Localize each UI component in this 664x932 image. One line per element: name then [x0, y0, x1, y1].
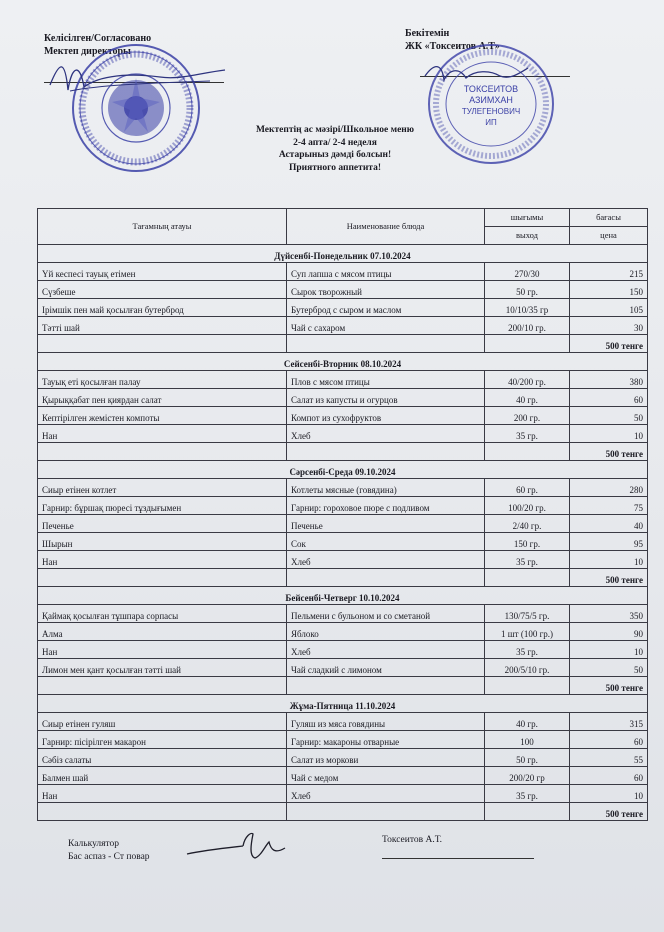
- table-row: [38, 623, 648, 641]
- total-empty-cell: [485, 803, 570, 821]
- table-row: [38, 749, 648, 767]
- footer-left: [68, 838, 150, 864]
- col-header-yield-ru: выход: [485, 227, 570, 245]
- dish-price: 60: [570, 731, 648, 749]
- dish-name-ru: Котлеты мясные (говядина): [287, 479, 485, 497]
- total-empty-cell: [287, 569, 485, 587]
- dish-name-kz: Сәбіз салаты: [38, 749, 287, 767]
- dish-yield: 130/75/5 гр.: [485, 605, 570, 623]
- col-header-price-kz: бағасы: [570, 209, 648, 227]
- dish-name-ru: Сок: [287, 533, 485, 551]
- table-row: [38, 605, 648, 623]
- table-row: [38, 533, 648, 551]
- day-title: Сәрсенбі-Среда 09.10.2024: [38, 461, 648, 479]
- title-line-2: 2-4 апта/ 2-4 неделя: [293, 137, 377, 148]
- dish-price: 280: [570, 479, 648, 497]
- dish-yield: 40 гр.: [485, 713, 570, 731]
- day-header-row: [38, 245, 648, 263]
- dish-name-ru: Гуляш из мяса говядины: [287, 713, 485, 731]
- dish-yield: 50 гр.: [485, 281, 570, 299]
- total-row: [38, 677, 648, 695]
- dish-name-ru: Хлеб: [287, 641, 485, 659]
- dish-yield: 35 гр.: [485, 641, 570, 659]
- total-empty-cell: [38, 803, 287, 821]
- table-row: [38, 389, 648, 407]
- total-empty-cell: [38, 677, 287, 695]
- dish-yield: 60 гр.: [485, 479, 570, 497]
- dish-yield: 1 шт (100 гр.): [485, 623, 570, 641]
- table-row: [38, 497, 648, 515]
- day-total: 500 тенге: [570, 443, 648, 461]
- total-row: [38, 803, 648, 821]
- day-header-row: [38, 695, 648, 713]
- dish-yield: 100/20 гр.: [485, 497, 570, 515]
- dish-yield: 40 гр.: [485, 389, 570, 407]
- dish-price: 50: [570, 407, 648, 425]
- dish-name-kz: Печенье: [38, 515, 287, 533]
- table-row: [38, 515, 648, 533]
- dish-name-kz: Тәтті шай: [38, 317, 287, 335]
- day-total: 500 тенге: [570, 803, 648, 821]
- title-line-1: Мектептің ас мәзірі/Школьное меню: [255, 125, 415, 135]
- dish-name-ru: Гарнир: гороховое пюре с подливом: [287, 497, 485, 515]
- dish-price: 215: [570, 263, 648, 281]
- day-total: 500 тенге: [570, 335, 648, 353]
- col-header-yield-kz: шығымы: [485, 209, 570, 227]
- table-row: [38, 731, 648, 749]
- entrepreneur-label: ЖК «Токсеитов А.Т»: [405, 41, 500, 52]
- table-row: [38, 659, 648, 677]
- table-row: [38, 281, 648, 299]
- menu-body: [38, 245, 648, 821]
- dish-price: 60: [570, 389, 648, 407]
- dish-name-ru: Яблоко: [287, 623, 485, 641]
- day-title: Жұма-Пятница 11.10.2024: [38, 695, 648, 713]
- svg-text:АЗИМХАН: АЗИМХАН: [469, 95, 513, 105]
- dish-name-kz: Алма: [38, 623, 287, 641]
- table-row: [38, 407, 648, 425]
- dish-name-ru: Бутерброд с сыром и маслом: [287, 299, 485, 317]
- day-header-row: [38, 461, 648, 479]
- col-header-kz: Тағамның атауы: [38, 209, 287, 245]
- title-line-3: Астарыныз дәмді болсын!: [278, 150, 392, 160]
- dish-name-kz: Тауық еті қосылған палау: [38, 371, 287, 389]
- dish-price: 150: [570, 281, 648, 299]
- agreed-label: Келісілген/Согласовано: [44, 33, 152, 44]
- dish-yield: 50 гр.: [485, 749, 570, 767]
- dish-name-ru: Суп лапша с мясом птицы: [287, 263, 485, 281]
- dish-name-kz: Нан: [38, 785, 287, 803]
- chef-signature: [185, 828, 295, 868]
- dish-name-ru: Сырок творожный: [287, 281, 485, 299]
- svg-text:ТУЛЕГЕНОВИЧ: ТУЛЕГЕНОВИЧ: [461, 107, 521, 116]
- table-row: [38, 641, 648, 659]
- director-signature: [40, 55, 230, 100]
- dish-yield: 10/10/35 гр: [485, 299, 570, 317]
- dish-yield: 270/30: [485, 263, 570, 281]
- table-row: [38, 317, 648, 335]
- table-row: [38, 371, 648, 389]
- dish-price: 40: [570, 515, 648, 533]
- dish-name-kz: Кептірілген жемістен компоты: [38, 407, 287, 425]
- dish-name-ru: Хлеб: [287, 785, 485, 803]
- dish-name-kz: Сиыр етінен гуляш: [38, 713, 287, 731]
- chef-label: Бас аспаз - Ст повар: [68, 852, 150, 862]
- dish-yield: 200/10 гр.: [485, 317, 570, 335]
- dish-name-kz: Гарнир: бұршақ пюресі тұздығымен: [38, 497, 287, 515]
- dish-name-kz: Қаймақ қосылған тұшпара сорпасы: [38, 605, 287, 623]
- dish-name-kz: Ірімшік пен май қосылған бутерброд: [38, 299, 287, 317]
- dish-yield: 200/20 гр: [485, 767, 570, 785]
- menu-table: [37, 208, 648, 821]
- table-row: [38, 713, 648, 731]
- total-empty-cell: [485, 569, 570, 587]
- dish-name-kz: Қырыққабат пен қиярдан салат: [38, 389, 287, 407]
- dish-name-ru: Чай сладкий с лимоном: [287, 659, 485, 677]
- table-row: [38, 425, 648, 443]
- table-row: [38, 263, 648, 281]
- dish-yield: 200/5/10 гр.: [485, 659, 570, 677]
- dish-yield: 35 гр.: [485, 551, 570, 569]
- dish-name-ru: Чай с сахаром: [287, 317, 485, 335]
- dish-name-ru: Салат из моркови: [287, 749, 485, 767]
- dish-name-kz: Гарнир: пісірілген макарон: [38, 731, 287, 749]
- dish-name-kz: Сиыр етінен котлет: [38, 479, 287, 497]
- dish-name-kz: Нан: [38, 425, 287, 443]
- total-empty-cell: [38, 443, 287, 461]
- total-empty-cell: [287, 335, 485, 353]
- title-line-4: Приятного аппетита!: [288, 162, 381, 173]
- dish-price: 55: [570, 749, 648, 767]
- day-header-row: [38, 353, 648, 371]
- day-title: Дүйсенбі-Понедельник 07.10.2024: [38, 245, 648, 263]
- day-total: 500 тенге: [570, 677, 648, 695]
- table-row: [38, 299, 648, 317]
- dish-price: 315: [570, 713, 648, 731]
- dish-price: 380: [570, 371, 648, 389]
- dish-price: 75: [570, 497, 648, 515]
- dish-yield: 200 гр.: [485, 407, 570, 425]
- dish-price: 50: [570, 659, 648, 677]
- table-row: [38, 551, 648, 569]
- dish-price: 350: [570, 605, 648, 623]
- svg-text:ИП: ИП: [485, 118, 497, 127]
- dish-name-ru: Компот из сухофруктов: [287, 407, 485, 425]
- footer-right-name: Токсеитов А.Т.: [382, 835, 442, 845]
- dish-yield: 2/40 гр.: [485, 515, 570, 533]
- dish-name-kz: Сүзбеше: [38, 281, 287, 299]
- dish-price: 10: [570, 551, 648, 569]
- total-empty-cell: [287, 803, 485, 821]
- col-header-price-ru: цена: [570, 227, 648, 245]
- day-header-row: [38, 587, 648, 605]
- dish-name-ru: Чай с медом: [287, 767, 485, 785]
- footer-signature-line: [382, 858, 534, 859]
- total-empty-cell: [485, 443, 570, 461]
- dish-name-kz: Нан: [38, 641, 287, 659]
- dish-name-ru: Плов с мясом птицы: [287, 371, 485, 389]
- dish-name-ru: Хлеб: [287, 425, 485, 443]
- dish-yield: 40/200 гр.: [485, 371, 570, 389]
- table-row: [38, 479, 648, 497]
- dish-name-kz: Балмен шай: [38, 767, 287, 785]
- dish-price: 10: [570, 641, 648, 659]
- total-row: [38, 443, 648, 461]
- dish-name-kz: Үй кеспесі тауық етімен: [38, 263, 287, 281]
- director-label: Мектеп директоры: [44, 46, 131, 57]
- total-empty-cell: [485, 677, 570, 695]
- dish-name-ru: Салат из капусты и огурцов: [287, 389, 485, 407]
- dish-name-ru: Пельмени с бульоном и со сметаной: [287, 605, 485, 623]
- dish-name-ru: Гарнир: макароны отварные: [287, 731, 485, 749]
- table-row: [38, 767, 648, 785]
- dish-price: 60: [570, 767, 648, 785]
- dish-name-kz: Лимон мен қант қосылған тәтті шай: [38, 659, 287, 677]
- dish-price: 90: [570, 623, 648, 641]
- dish-name-kz: Нан: [38, 551, 287, 569]
- table-header-row: [38, 209, 648, 227]
- dish-yield: 100: [485, 731, 570, 749]
- total-empty-cell: [287, 677, 485, 695]
- dish-price: 95: [570, 533, 648, 551]
- dish-price: 10: [570, 425, 648, 443]
- dish-name-ru: Печенье: [287, 515, 485, 533]
- day-title: Сейсенбі-Вторник 08.10.2024: [38, 353, 648, 371]
- dish-yield: 35 гр.: [485, 785, 570, 803]
- total-row: [38, 569, 648, 587]
- col-header-ru: Наименование блюда: [287, 209, 485, 245]
- dish-name-ru: Хлеб: [287, 551, 485, 569]
- dish-price: 105: [570, 299, 648, 317]
- dish-price: 30: [570, 317, 648, 335]
- approve-label: Бекітемін: [405, 28, 450, 39]
- day-title: Бейсенбі-Четверг 10.10.2024: [38, 587, 648, 605]
- total-empty-cell: [287, 443, 485, 461]
- dish-yield: 150 гр.: [485, 533, 570, 551]
- dish-name-kz: Шырын: [38, 533, 287, 551]
- entrepreneur-signature: [420, 58, 530, 88]
- total-row: [38, 335, 648, 353]
- total-empty-cell: [38, 335, 287, 353]
- total-empty-cell: [38, 569, 287, 587]
- total-empty-cell: [485, 335, 570, 353]
- svg-text:ТОКСЕИТОВ: ТОКСЕИТОВ: [463, 84, 519, 94]
- table-row: [38, 785, 648, 803]
- menu-title: [200, 124, 470, 174]
- day-total: 500 тенге: [570, 569, 648, 587]
- dish-yield: 35 гр.: [485, 425, 570, 443]
- calculator-label: Калькулятор: [68, 839, 120, 849]
- dish-price: 10: [570, 785, 648, 803]
